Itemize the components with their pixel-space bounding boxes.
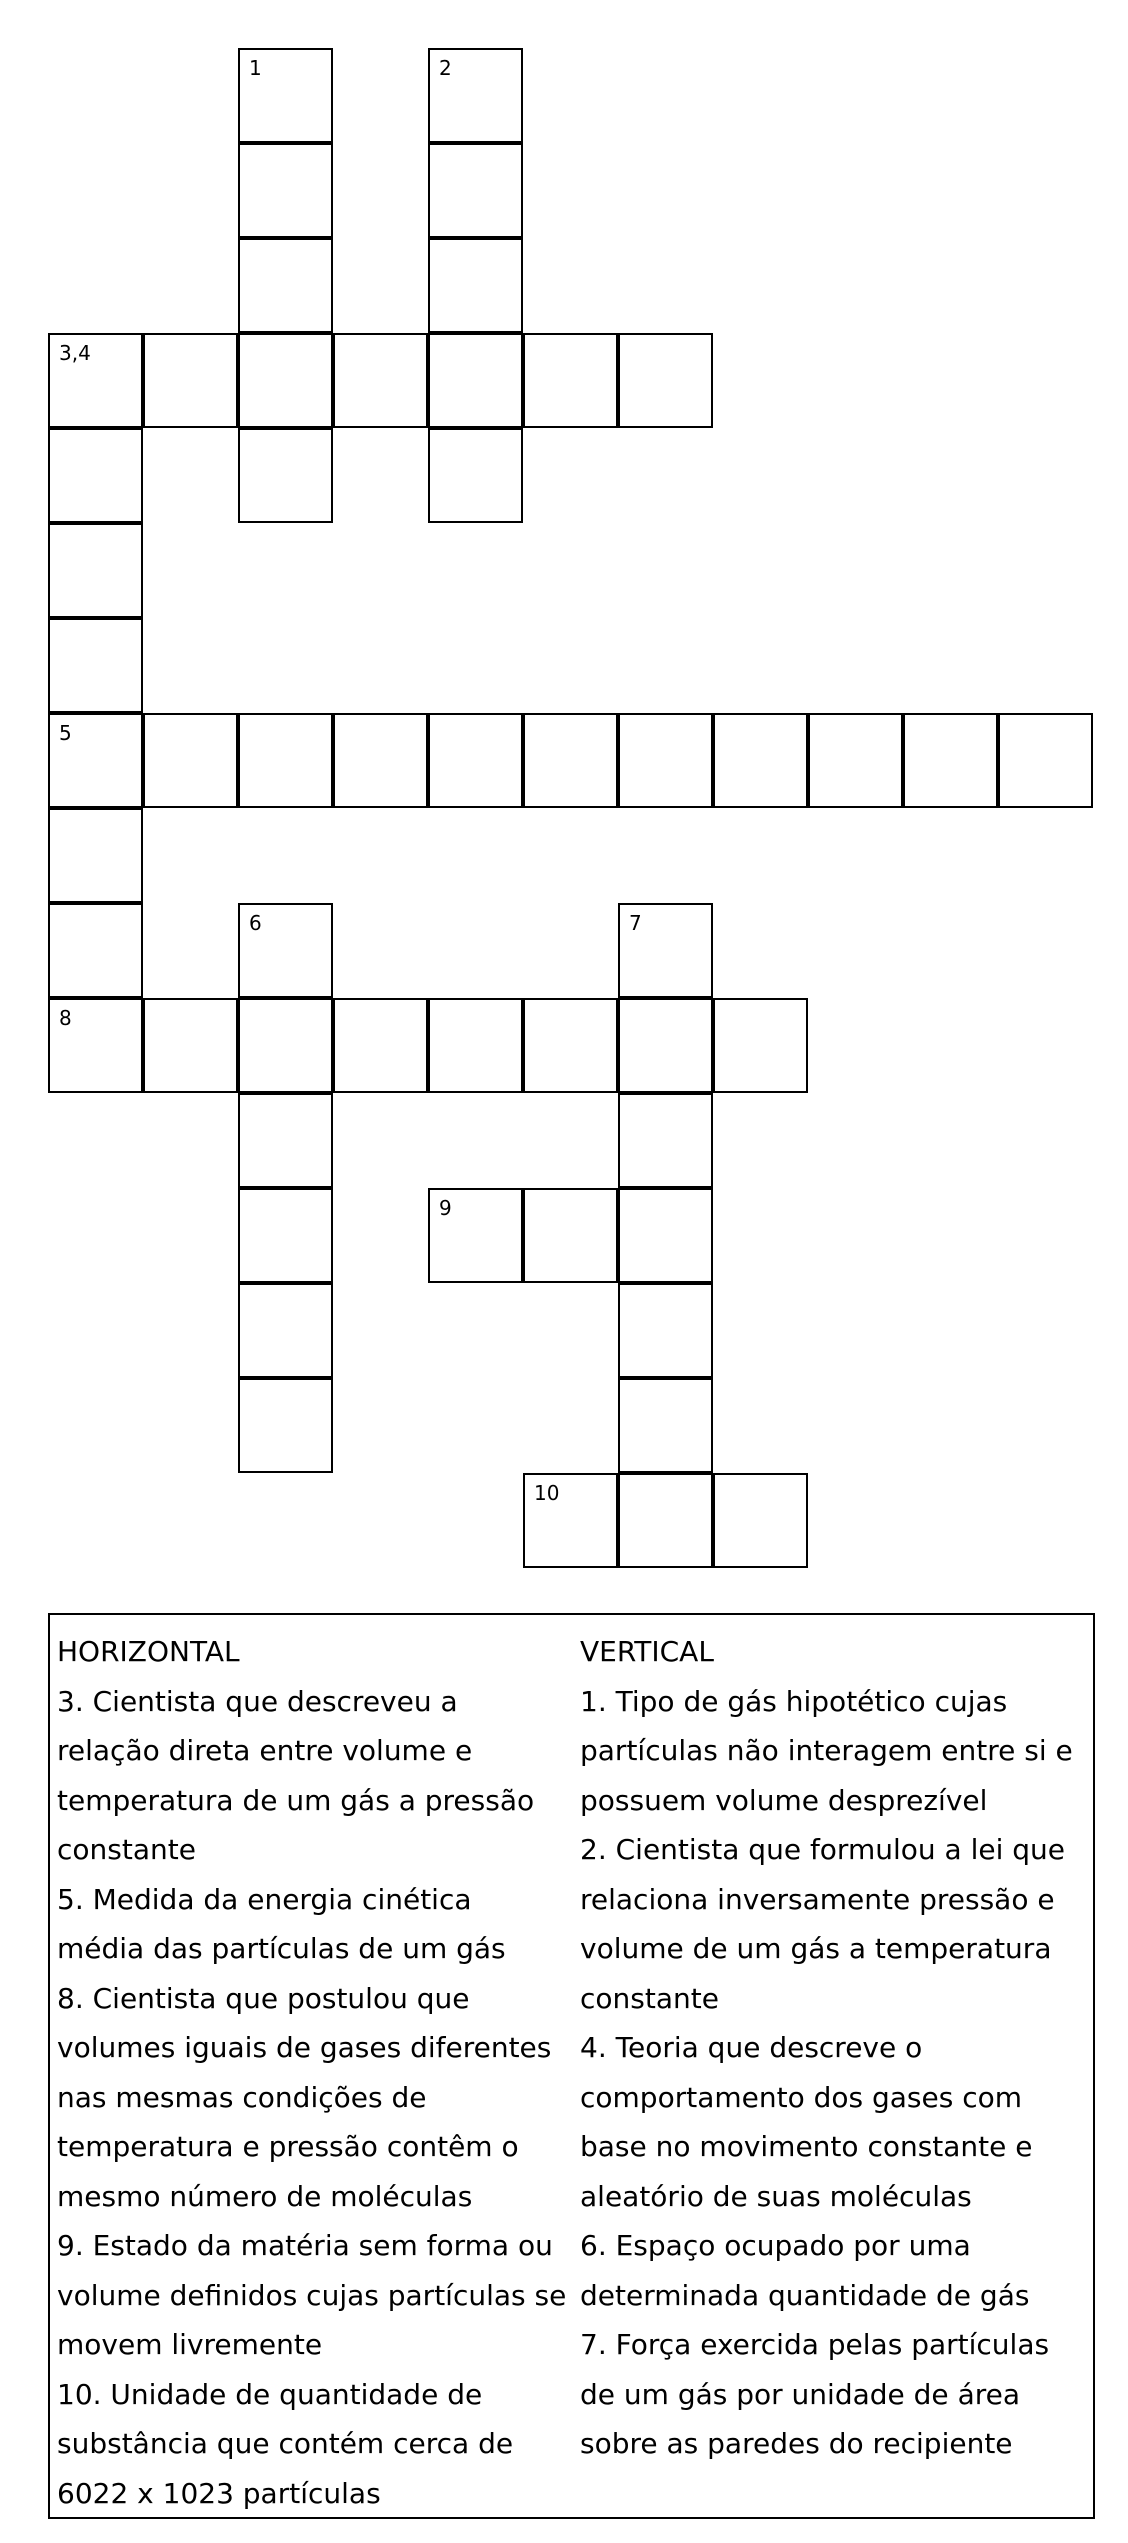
crossword-cell[interactable] [48,523,143,618]
vertical-clue: 1. Tipo de gás hipotético cujas partículas não interagem entre si e possuem volume desprezível [580,1684,1073,1817]
clue-number: 5 [59,721,72,745]
crossword-cell[interactable] [238,713,333,808]
crossword-cell[interactable] [428,238,523,333]
crossword-cell[interactable] [618,1283,713,1378]
crossword-cell[interactable] [428,1188,523,1283]
crossword-cell[interactable] [48,618,143,713]
crossword-cell[interactable] [618,1473,713,1568]
horizontal-clue: 3. Cientista que descreveu a relação direta entre volume e temperatura de um gás a pressão constante [57,1684,535,1866]
crossword-cell[interactable] [238,48,333,143]
crossword-cell[interactable] [618,713,713,808]
crossword-cell[interactable] [428,998,523,1093]
clue-number: 6 [249,911,262,935]
crossword-cell[interactable] [238,333,333,428]
clue-number: 1 [249,56,262,80]
crossword-cell[interactable] [428,48,523,143]
crossword-cell[interactable] [238,1378,333,1473]
vertical-clue: 2. Cientista que formulou a lei que relaciona inversamente pressão e volume de um gás a temperatura constante [580,1833,1066,2015]
crossword-cell[interactable] [523,713,618,808]
crossword-cell[interactable] [238,143,333,238]
crossword-cell[interactable] [428,428,523,523]
crossword-cell[interactable] [523,1188,618,1283]
crossword-cell[interactable] [238,1093,333,1188]
crossword-cell[interactable] [143,998,238,1093]
crossword-cell[interactable] [523,1473,618,1568]
vertical-clues-column [580,1627,1090,2469]
clues-box [48,1613,1095,2519]
crossword-cell[interactable] [618,333,713,428]
crossword-cell[interactable] [713,713,808,808]
crossword-cell[interactable] [143,333,238,428]
crossword-cell[interactable] [618,998,713,1093]
vertical-clue: 6. Espaço ocupado por uma determinada quantidade de gás [580,2229,1030,2312]
crossword-cell[interactable] [48,903,143,998]
crossword-cell[interactable] [713,998,808,1093]
vertical-heading: VERTICAL [580,1635,714,1668]
crossword-cell[interactable] [238,1283,333,1378]
crossword-cell[interactable] [238,428,333,523]
vertical-clue: 7. Força exercida pelas partículas de um gás por unidade de área sobre as paredes do recipiente [580,2328,1050,2460]
crossword-cell[interactable] [238,1188,333,1283]
clue-number: 9 [439,1196,452,1220]
crossword-cell[interactable] [998,713,1093,808]
crossword-cell[interactable] [618,1188,713,1283]
crossword-cell[interactable] [333,333,428,428]
crossword-cell[interactable] [48,428,143,523]
horizontal-clue: 9. Estado da matéria sem forma ou volume definidos cujas partículas se movem livremente [57,2229,567,2361]
crossword-cell[interactable] [618,1093,713,1188]
crossword-cell[interactable] [333,713,428,808]
crossword-cell[interactable] [48,713,143,808]
crossword-cell[interactable] [523,333,618,428]
horizontal-clue: 8. Cientista que postulou que volumes iguais de gases diferentes nas mesmas condições de temperatura e pressão contêm o mesmo número de moléculas [57,1981,552,2213]
crossword-cell[interactable] [238,903,333,998]
clue-number: 10 [534,1481,560,1505]
clue-number: 3,4 [59,341,91,365]
crossword-cell[interactable] [48,808,143,903]
crossword-cell[interactable] [48,998,143,1093]
crossword-cell[interactable] [523,998,618,1093]
clue-number: 7 [629,911,642,935]
crossword-cell[interactable] [238,238,333,333]
horizontal-clue: 5. Medida da energia cinética média das partículas de um gás [57,1882,506,1965]
crossword-cell[interactable] [903,713,998,808]
crossword-cell[interactable] [143,713,238,808]
horizontal-clues-column [57,1627,567,2518]
crossword-cell[interactable] [808,713,903,808]
crossword-cell[interactable] [238,998,333,1093]
crossword-cell[interactable] [428,143,523,238]
horizontal-heading: HORIZONTAL [57,1635,240,1668]
crossword-cell[interactable] [428,713,523,808]
crossword-cell[interactable] [618,1378,713,1473]
crossword-cell[interactable] [618,903,713,998]
clue-number: 8 [59,1006,72,1030]
horizontal-clue: 10. Unidade de quantidade de substância que contém cerca de 6022 x 1023 partículas [57,2377,514,2510]
crossword-cell[interactable] [713,1473,808,1568]
clue-number: 2 [439,56,452,80]
crossword-cell[interactable] [428,333,523,428]
crossword-cell[interactable] [333,998,428,1093]
vertical-clue: 4. Teoria que descreve o comportamento dos gases com base no movimento constante e aleatório de suas moléculas [580,2031,1033,2213]
crossword-cell[interactable] [48,333,143,428]
